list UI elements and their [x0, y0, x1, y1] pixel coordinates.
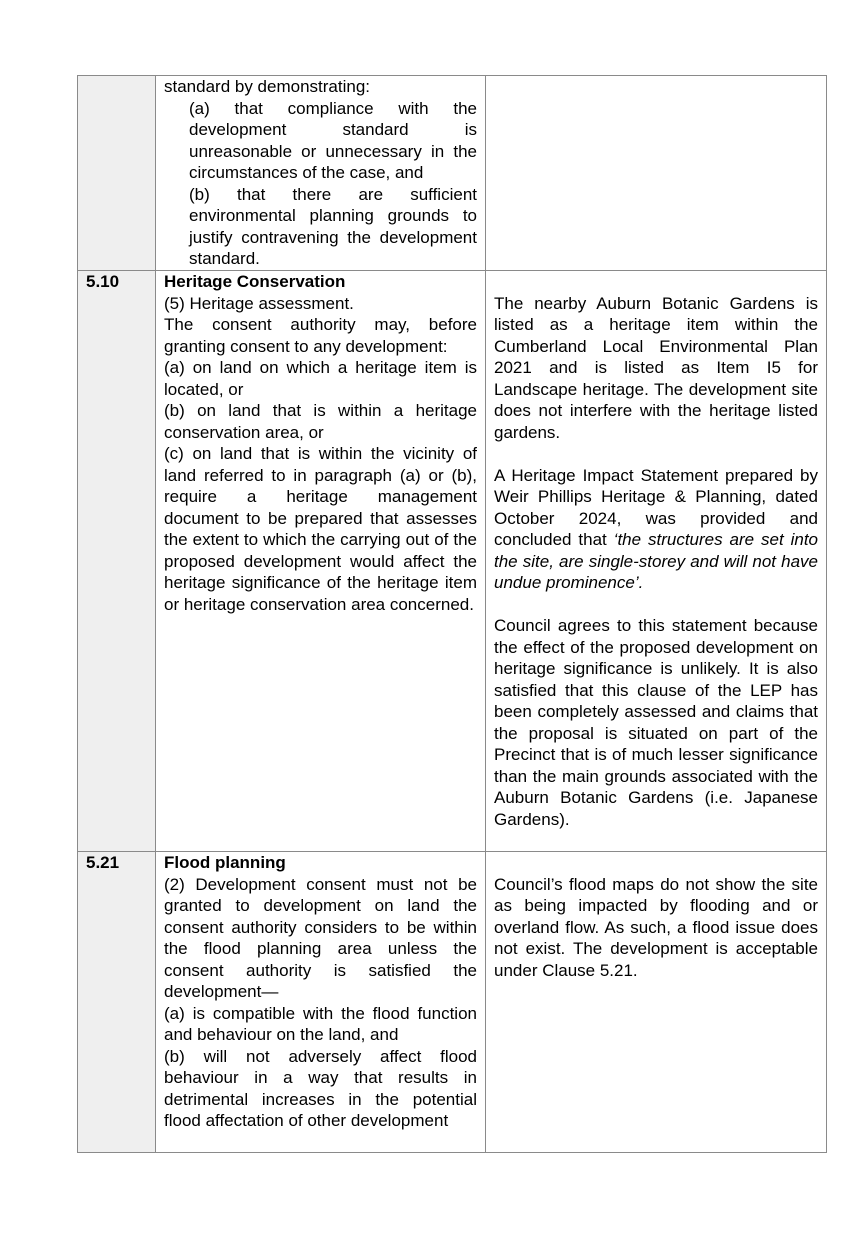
provision-cell [156, 271, 486, 852]
clause-number-cell: 5.10 [78, 271, 156, 852]
provision-item-b: (b) that there are sufficient environmental planning grounds to justify contravening the development standard. [189, 184, 477, 268]
comment-cell [486, 271, 827, 852]
comment-paragraph: Council’s flood maps do not show the site as being impacted by flooding and or overland flow. As such, a flood issue does not exist. The development is acceptable under Clause 5.21. [494, 874, 818, 980]
comment-paragraph [494, 465, 818, 594]
clause-heading: Heritage Conservation [164, 272, 346, 291]
provision-cell [156, 852, 486, 1153]
assessment-table [77, 75, 827, 1153]
provision-intro: (2) Development consent must not be granted to development on land the consent authority considers to be within the flood planning area unless the consent authority is satisfied the development— [164, 874, 477, 1001]
comment-text: A Heritage Impact Statement prepared by Weir Phillips Heritage & Planning, dated October 2024, was provided and concluded that [494, 465, 818, 549]
provision-item-a: (a) on land on which a heritage item is located, or [164, 358, 477, 399]
provision-cell [156, 76, 486, 271]
provision-intro: The consent authority may, before granting consent to any development: [164, 315, 477, 356]
provision-item-b: (b) will not adversely affect flood behaviour in a way that results in detrimental increases in the potential flood affectation of other development [164, 1046, 477, 1130]
comment-quote: ‘the structures are set into the site, are single-storey and will not have undue prominence’. [494, 530, 818, 592]
table-row [78, 852, 827, 1153]
table-row [78, 76, 827, 271]
provision-subheading: (5) Heritage assessment. [164, 293, 354, 313]
provision-intro: standard by demonstrating: [164, 77, 371, 96]
provision-item-c: (c) on land that is within the vicinity of land referred to in paragraph (a) or (b), require a heritage management document to be prepared that assesses the extent to which the carrying out of the proposed development would affect the heritage significance of the heritage item or heritage conservation area concerned. [164, 444, 477, 614]
clause-heading: Flood planning [164, 853, 286, 872]
clause-number-cell: 5.21 [78, 852, 156, 1153]
comment-cell [486, 76, 827, 271]
provision-item-a: (a) is compatible with the flood function and behaviour on the land, and [164, 1003, 477, 1044]
clause-number-cell [78, 76, 156, 271]
comment-paragraph: Council agrees to this statement because the effect of the proposed development on heritage significance is unlikely. It is also satisfied that this clause of the LEP has been completely assessed and claims that the proposal is situated on part of the Precinct that is of much lesser significance than the main grounds associated with the Auburn Botanic Gardens (i.e. Japanese Gardens). [494, 616, 818, 829]
provision-item-b: (b) on land that is within a heritage conservation area, or [164, 401, 477, 442]
comment-cell [486, 852, 827, 1153]
comment-paragraph: The nearby Auburn Botanic Gardens is listed as a heritage item within the Cumberland Local Environmental Plan 2021 and is listed as Item I5 for Landscape heritage. The development site does not interfere with the heritage listed gardens. [494, 293, 818, 442]
provision-item-a: (a) that compliance with the development standard is unreasonable or unnecessary in the circumstances of the case, and [189, 98, 477, 182]
table-row [78, 271, 827, 852]
